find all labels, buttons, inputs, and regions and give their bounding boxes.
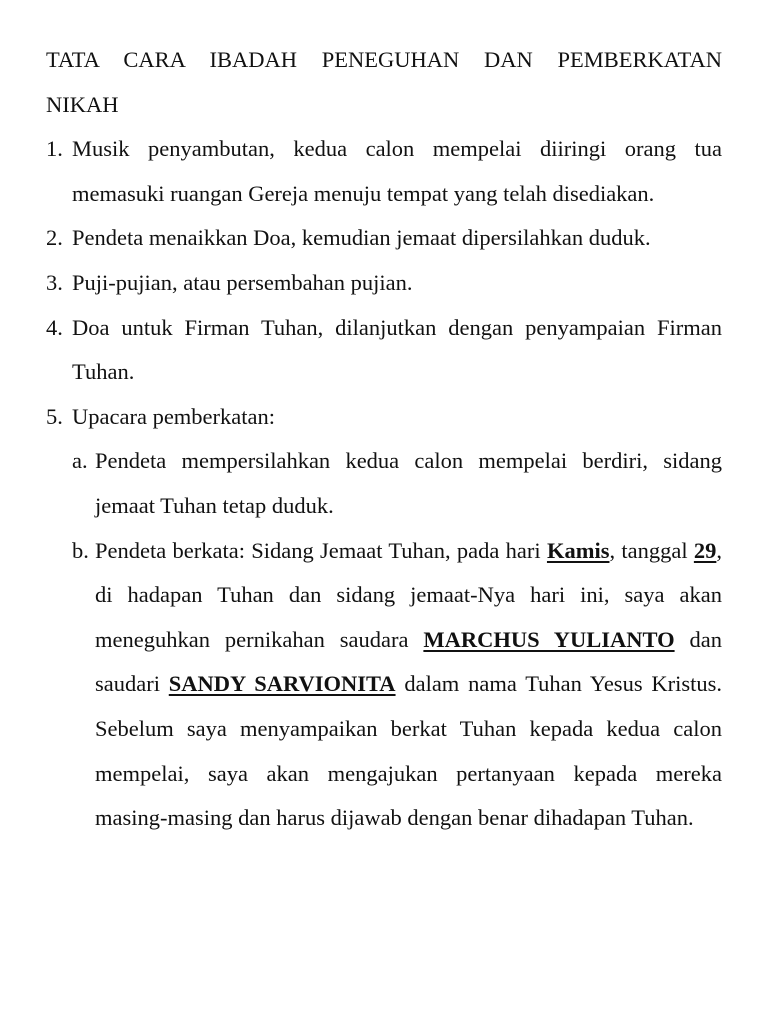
sub-list-item-text — [95, 529, 722, 841]
text-segment: dalam nama Tuhan Yesus Kristus. Sebelum saya menyampaikan berkat Tuhan kepada kedua calon mempelai, saya akan mengajukan pertanyaan kepada mereka masing-masing dan harus dijawab dengan benar dihadapan Tuhan. — [95, 671, 722, 831]
text-segment: , di hadapan Tuhan dan sidang jemaat-Nya hari ini, saya akan meneguhkan pernikahan saudara — [95, 537, 722, 652]
list-item-number: 2. — [46, 225, 63, 251]
sub-list — [72, 439, 722, 840]
date-highlight: 29 — [693, 537, 717, 563]
list-item-text: Musik penyambutan, kedua calon mempelai diiringi orang tua memasuki ruangan Gereja menuju tempat yang telah disediakan. — [72, 136, 722, 206]
bride-name-highlight: SANDY SARVIONITA — [168, 671, 396, 697]
sub-list-item-text: Pendeta mempersilahkan kedua calon mempelai berdiri, sidang jemaat Tuhan tetap duduk. — [95, 448, 722, 518]
list-item-text: Upacara pemberkatan: — [72, 403, 276, 429]
list-item-number: 5. — [46, 403, 63, 429]
sub-list-item-letter: b. — [72, 537, 89, 563]
text-segment: Pendeta berkata: Sidang Jemaat Tuhan, pada hari — [95, 537, 547, 563]
list-item-text: Puji-pujian, atau persembahan pujian. — [72, 269, 413, 295]
list-item-text: Doa untuk Firman Tuhan, dilanjutkan dengan penyampaian Firman Tuhan. — [72, 314, 722, 385]
list-item-text: Pendeta menaikkan Doa, kemudian jemaat dipersilahkan duduk. — [72, 225, 651, 251]
groom-name-highlight: MARCHUS YULIANTO — [423, 626, 675, 652]
list-item — [46, 306, 722, 395]
document-page — [46, 38, 722, 841]
sub-list-item — [72, 439, 722, 528]
sub-list-item — [72, 529, 722, 841]
list-item — [46, 395, 722, 440]
list-item — [46, 127, 722, 216]
day-highlight: Kamis — [546, 537, 610, 563]
sub-list-item-letter: a. — [72, 448, 88, 474]
text-segment: dan saudari — [95, 626, 722, 697]
list-item — [46, 261, 722, 306]
procedure-list — [46, 127, 722, 841]
document-title-line-2: NIKAH — [46, 91, 119, 117]
list-item-number: 1. — [46, 136, 63, 162]
document-title-line-1: TATA CARA IBADAH PENEGUHAN DAN PEMBERKATAN — [46, 47, 722, 72]
list-item-number: 3. — [46, 269, 63, 295]
list-item-number: 4. — [46, 314, 63, 340]
text-segment: , tanggal — [609, 537, 694, 563]
list-item — [46, 216, 722, 261]
